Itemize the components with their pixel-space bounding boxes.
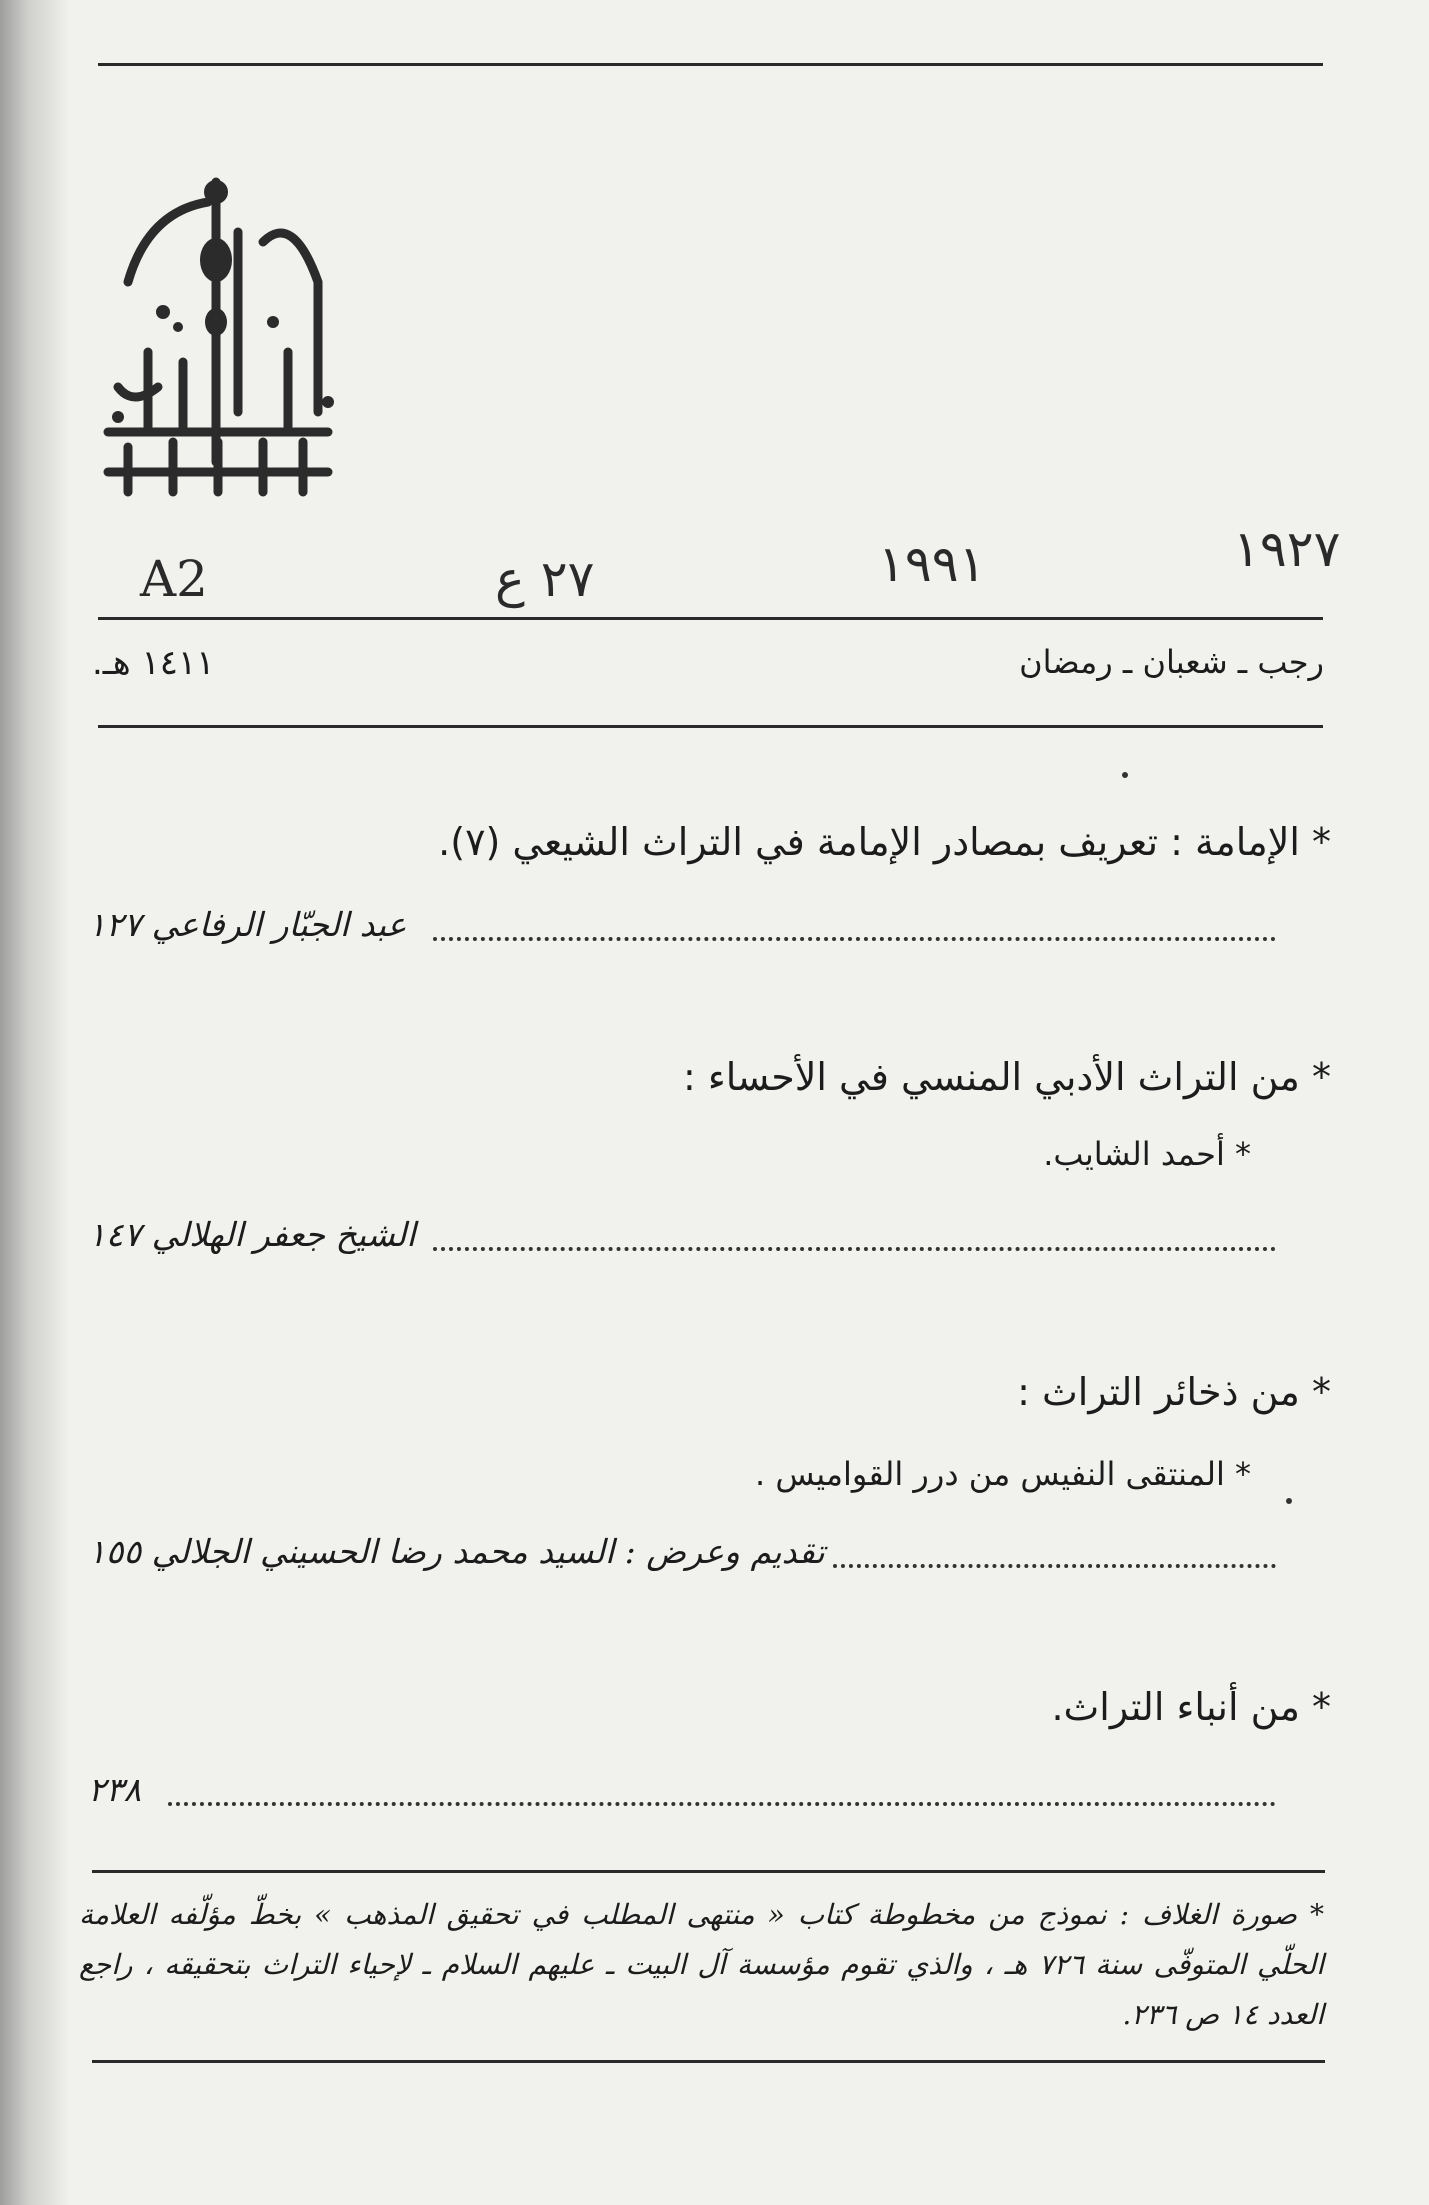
entry-author-line [88,1215,1188,1265]
entry-author: تقديم وعرض : السيد محمد رضا الحسيني الجلالي ١٥٥ [88,1532,825,1571]
entry-title: * من التراث الأدبي المنسي في الأحساء : [683,1055,1331,1099]
handwritten-issue: ٢٧ ع [495,550,595,608]
footnote-top-rule [92,1870,1325,1873]
entry-title: * من أنباء التراث. [1051,1685,1331,1729]
cover-footnote: * صورة الغلاف : نموذج من مخطوطة كتاب « منتهى المطلب في تحقيق المذهب » بخطّ مؤلّفه العلامة الحلّي المتوفّى سنة ٧٢٦ هـ ، والذي تقوم مؤسسة آل البيت ـ عليهم السلام ـ لإحياء التراث بتحقيقه ، راجع العدد ١٤ ص ٢٣٦. [79,1898,1324,2031]
stray-dot [1286,1498,1292,1504]
entry-author: الشيخ جعفر الهلالي ١٤٧ [88,1215,416,1254]
entry-title: * الإمامة : تعريف بمصادر الإمامة في التراث الشيعي (٧). [438,820,1331,864]
entry-author: عبد الجبّار الرفاعي ١٢٧ [88,905,407,944]
leader-dots [433,937,1276,941]
entry-author-line [88,1532,1188,1582]
entry-author-line [88,1770,1188,1820]
entry-page: ٢٣٨ [88,1770,142,1809]
issue-months: رجب ـ شعبان ـ رمضان [1019,643,1324,681]
entry-title: * من ذخائر التراث : [1017,1370,1331,1414]
top-rule [98,63,1323,66]
handwritten-catalog: ١٩٢٧ [1233,520,1341,578]
leader-dots [168,1802,1276,1806]
entry-subtitle: * المنتقى النفيس من درر القواميس . [755,1455,1251,1493]
handwritten-a2: A2 [140,550,208,608]
institute-logo [88,172,350,502]
leader-dots [433,1247,1276,1251]
handwritten-year: ١٩٩١ [878,535,986,593]
header-bottom-rule [98,725,1323,728]
entry-subtitle: * أحمد الشايب. [1043,1135,1251,1173]
entry-author-line [88,905,1188,955]
footnote-bottom-rule [92,2060,1325,2063]
leader-dots [833,1564,1276,1568]
page-edge-shadow [0,0,70,2205]
issue-year-hijri: ١٤١١ هـ. [92,643,215,683]
header-top-rule [98,617,1323,620]
stray-dot [1122,772,1128,778]
